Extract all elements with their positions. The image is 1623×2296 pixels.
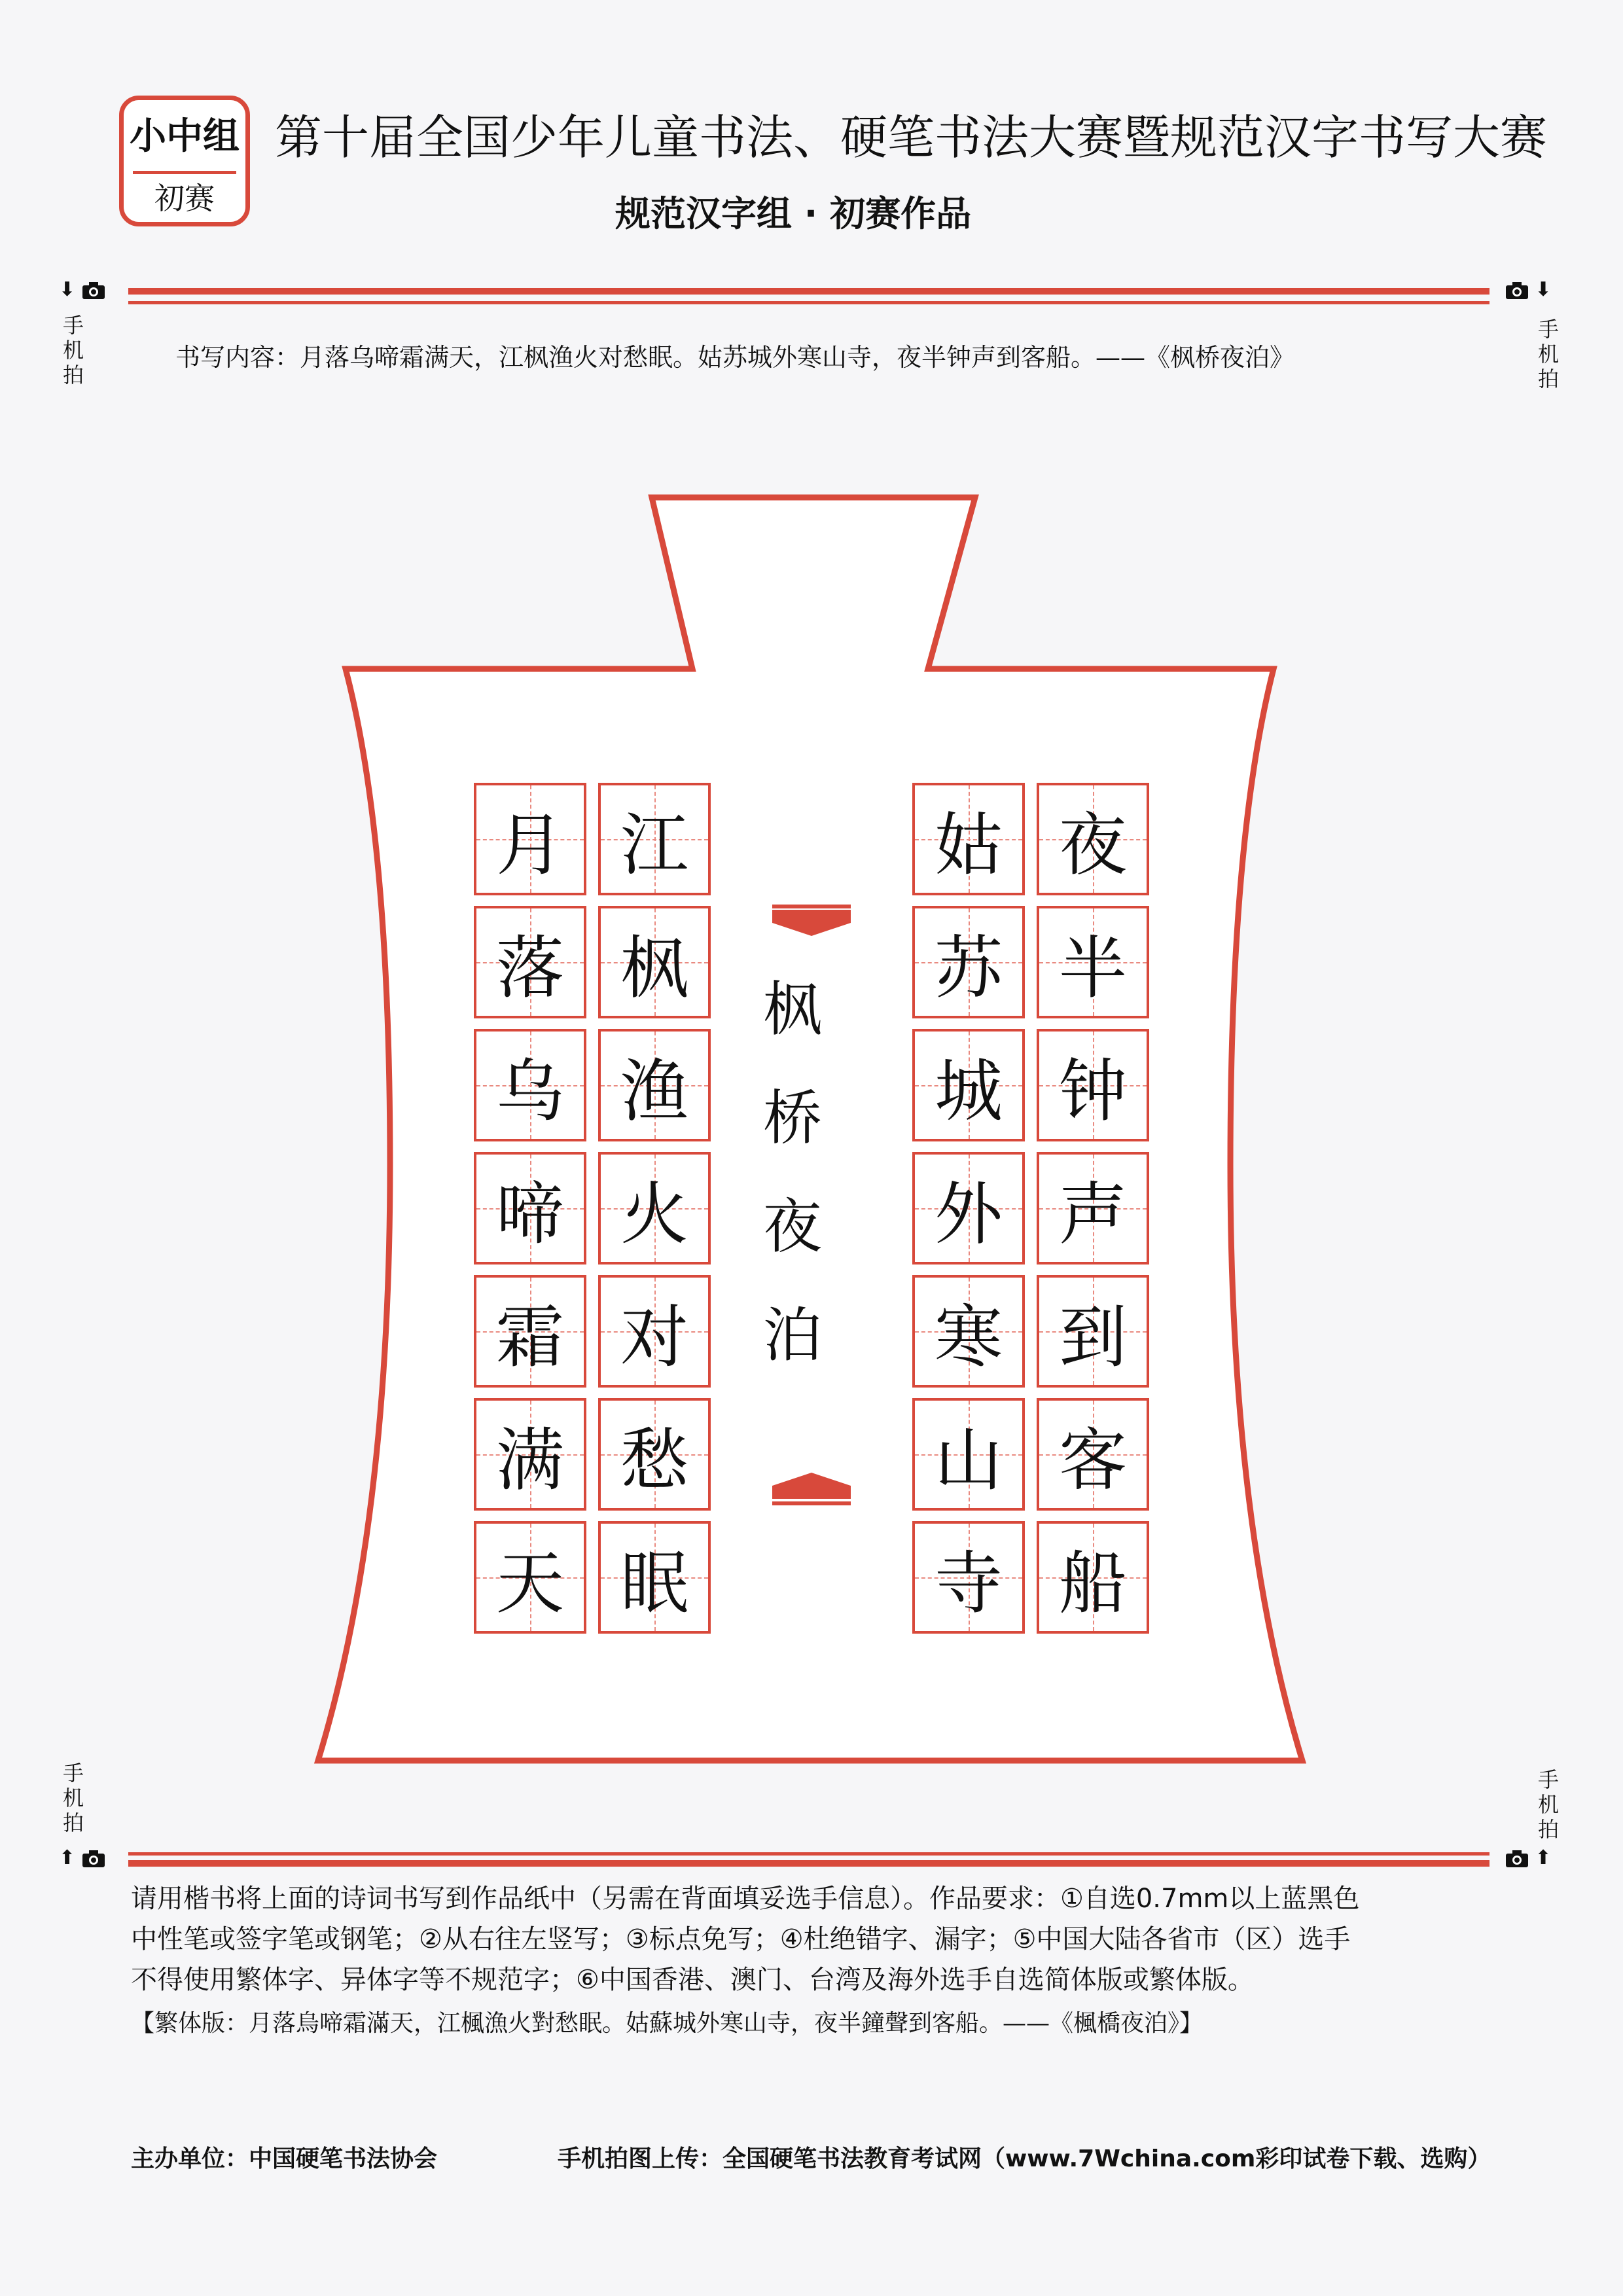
grid-cell <box>598 1275 711 1388</box>
grid-cell <box>474 1398 586 1511</box>
upload-info: 手机拍图上传：全国硬笔书法教育考试网（www.7Wchina.com彩印试卷下载、选购） <box>558 2145 1491 2172</box>
grid-cell <box>474 783 586 895</box>
grid-char: 眠 <box>620 1543 688 1623</box>
grid-char: 寒 <box>934 1297 1003 1377</box>
arrow-down-icon: ⬇ <box>59 278 76 301</box>
grid-cell <box>474 1029 586 1141</box>
poem-title-char: 枫 <box>763 975 822 1044</box>
requirement-line: 中性笔或签字笔或钢笔；②从右往左竖写；③标点免写；④杜绝错字、漏字；⑤中国大陆各省市（区）选手 <box>131 1924 1351 1954</box>
grid-char: 霜 <box>495 1297 564 1377</box>
grid-cell <box>912 1029 1025 1141</box>
grid-cell <box>598 1398 711 1511</box>
grid-char: 枫 <box>620 928 688 1008</box>
traditional-version: 【繁体版：月落烏啼霜滿天，江楓漁火對愁眠。姑蘇城外寒山寺，夜半鐘聲到客船。——《楓橋夜泊》】 <box>131 2010 1204 2037</box>
grid-cell <box>912 906 1025 1018</box>
arrow-up-icon: ⬆ <box>59 1846 76 1869</box>
writing-content: 书写内容：月落乌啼霜满天，江枫渔火对愁眠。姑苏城外寒山寺，夜半钟声到客船。——《枫桥夜泊》 <box>175 343 1295 372</box>
grid-char: 外 <box>934 1174 1003 1254</box>
grid-char: 月 <box>495 805 564 885</box>
grid-char: 客 <box>1058 1420 1127 1500</box>
grid-cell <box>1037 1521 1149 1634</box>
poem-title-char: 夜 <box>763 1193 822 1261</box>
grid-cell <box>474 906 586 1018</box>
grid-char: 满 <box>495 1420 564 1500</box>
grid-char: 落 <box>495 928 564 1008</box>
grid-cell <box>1037 1029 1149 1141</box>
grid-char: 船 <box>1058 1543 1127 1623</box>
grid-cell <box>598 783 711 895</box>
badge-stage-label: 初赛 <box>154 181 215 216</box>
requirement-line: 请用楷书将上面的诗词书写到作品纸中（另需在背面填妥选手信息）。作品要求：①自选0.7mm以上蓝黑色 <box>131 1884 1360 1914</box>
grid-char: 半 <box>1058 928 1127 1008</box>
photo-label-bottom-left: 手 机 拍 <box>62 1761 84 1835</box>
grid-char: 乌 <box>495 1051 564 1131</box>
requirement-line: 不得使用繁体字、异体字等不规范字；⑥中国香港、澳门、台湾及海外选手自选简体版或繁体版。 <box>131 1965 1254 1995</box>
grid-char: 夜 <box>1058 805 1127 885</box>
grid-char: 姑 <box>934 805 1003 885</box>
photo-label-top-left: 手 机 拍 <box>62 313 84 387</box>
grid-char: 天 <box>495 1543 564 1623</box>
arrow-down-icon: ⬇ <box>1535 278 1552 301</box>
grid-char: 苏 <box>934 928 1003 1008</box>
grid-cell <box>912 1521 1025 1634</box>
photo-label-bottom-right: 手 机 拍 <box>1537 1767 1559 1842</box>
grid-char: 声 <box>1058 1174 1127 1254</box>
grid-cell <box>912 1275 1025 1388</box>
page-title: 第十届全国少年儿童书法、硬笔书法大赛暨规范汉字书写大赛 <box>275 110 1548 165</box>
grid-char: 山 <box>934 1420 1003 1500</box>
poem-title-char: 泊 <box>763 1301 822 1370</box>
grid-cell <box>912 1152 1025 1265</box>
arrow-up-icon: ⬆ <box>1535 1846 1552 1869</box>
grid-cell <box>598 1521 711 1634</box>
grid-cell <box>474 1275 586 1388</box>
grid-char: 钟 <box>1058 1051 1127 1131</box>
grid-cell <box>1037 783 1149 895</box>
grid-char: 对 <box>620 1297 688 1377</box>
grid-char: 愁 <box>620 1420 688 1500</box>
page-subtitle: 规范汉字组 · 初赛作品 <box>615 193 972 234</box>
grid-char: 啼 <box>495 1174 564 1254</box>
grid-cell <box>598 1029 711 1141</box>
grid-char: 寺 <box>934 1543 1003 1623</box>
grid-char: 到 <box>1058 1297 1127 1377</box>
grid-cell <box>474 1521 586 1634</box>
grid-char: 火 <box>620 1174 688 1254</box>
badge-group-label: 小中组 <box>130 115 240 158</box>
grid-cell <box>1037 906 1149 1018</box>
requirements-block <box>131 1878 1518 2000</box>
grid-cell <box>912 783 1025 895</box>
grid-char: 江 <box>620 805 688 885</box>
photo-label-top-right: 手 机 拍 <box>1537 317 1559 391</box>
grid-cell <box>598 906 711 1018</box>
grid-cell <box>1037 1398 1149 1511</box>
grid-char: 渔 <box>620 1051 688 1131</box>
organizer: 主办单位：中国硬笔书法协会 <box>131 2145 438 2172</box>
grid-cell <box>474 1152 586 1265</box>
poem-title-char: 桥 <box>763 1084 822 1153</box>
grid-char: 城 <box>934 1051 1003 1131</box>
grid-cell <box>1037 1152 1149 1265</box>
grid-cell <box>598 1152 711 1265</box>
grid-cell <box>912 1398 1025 1511</box>
grid-cell <box>1037 1275 1149 1388</box>
